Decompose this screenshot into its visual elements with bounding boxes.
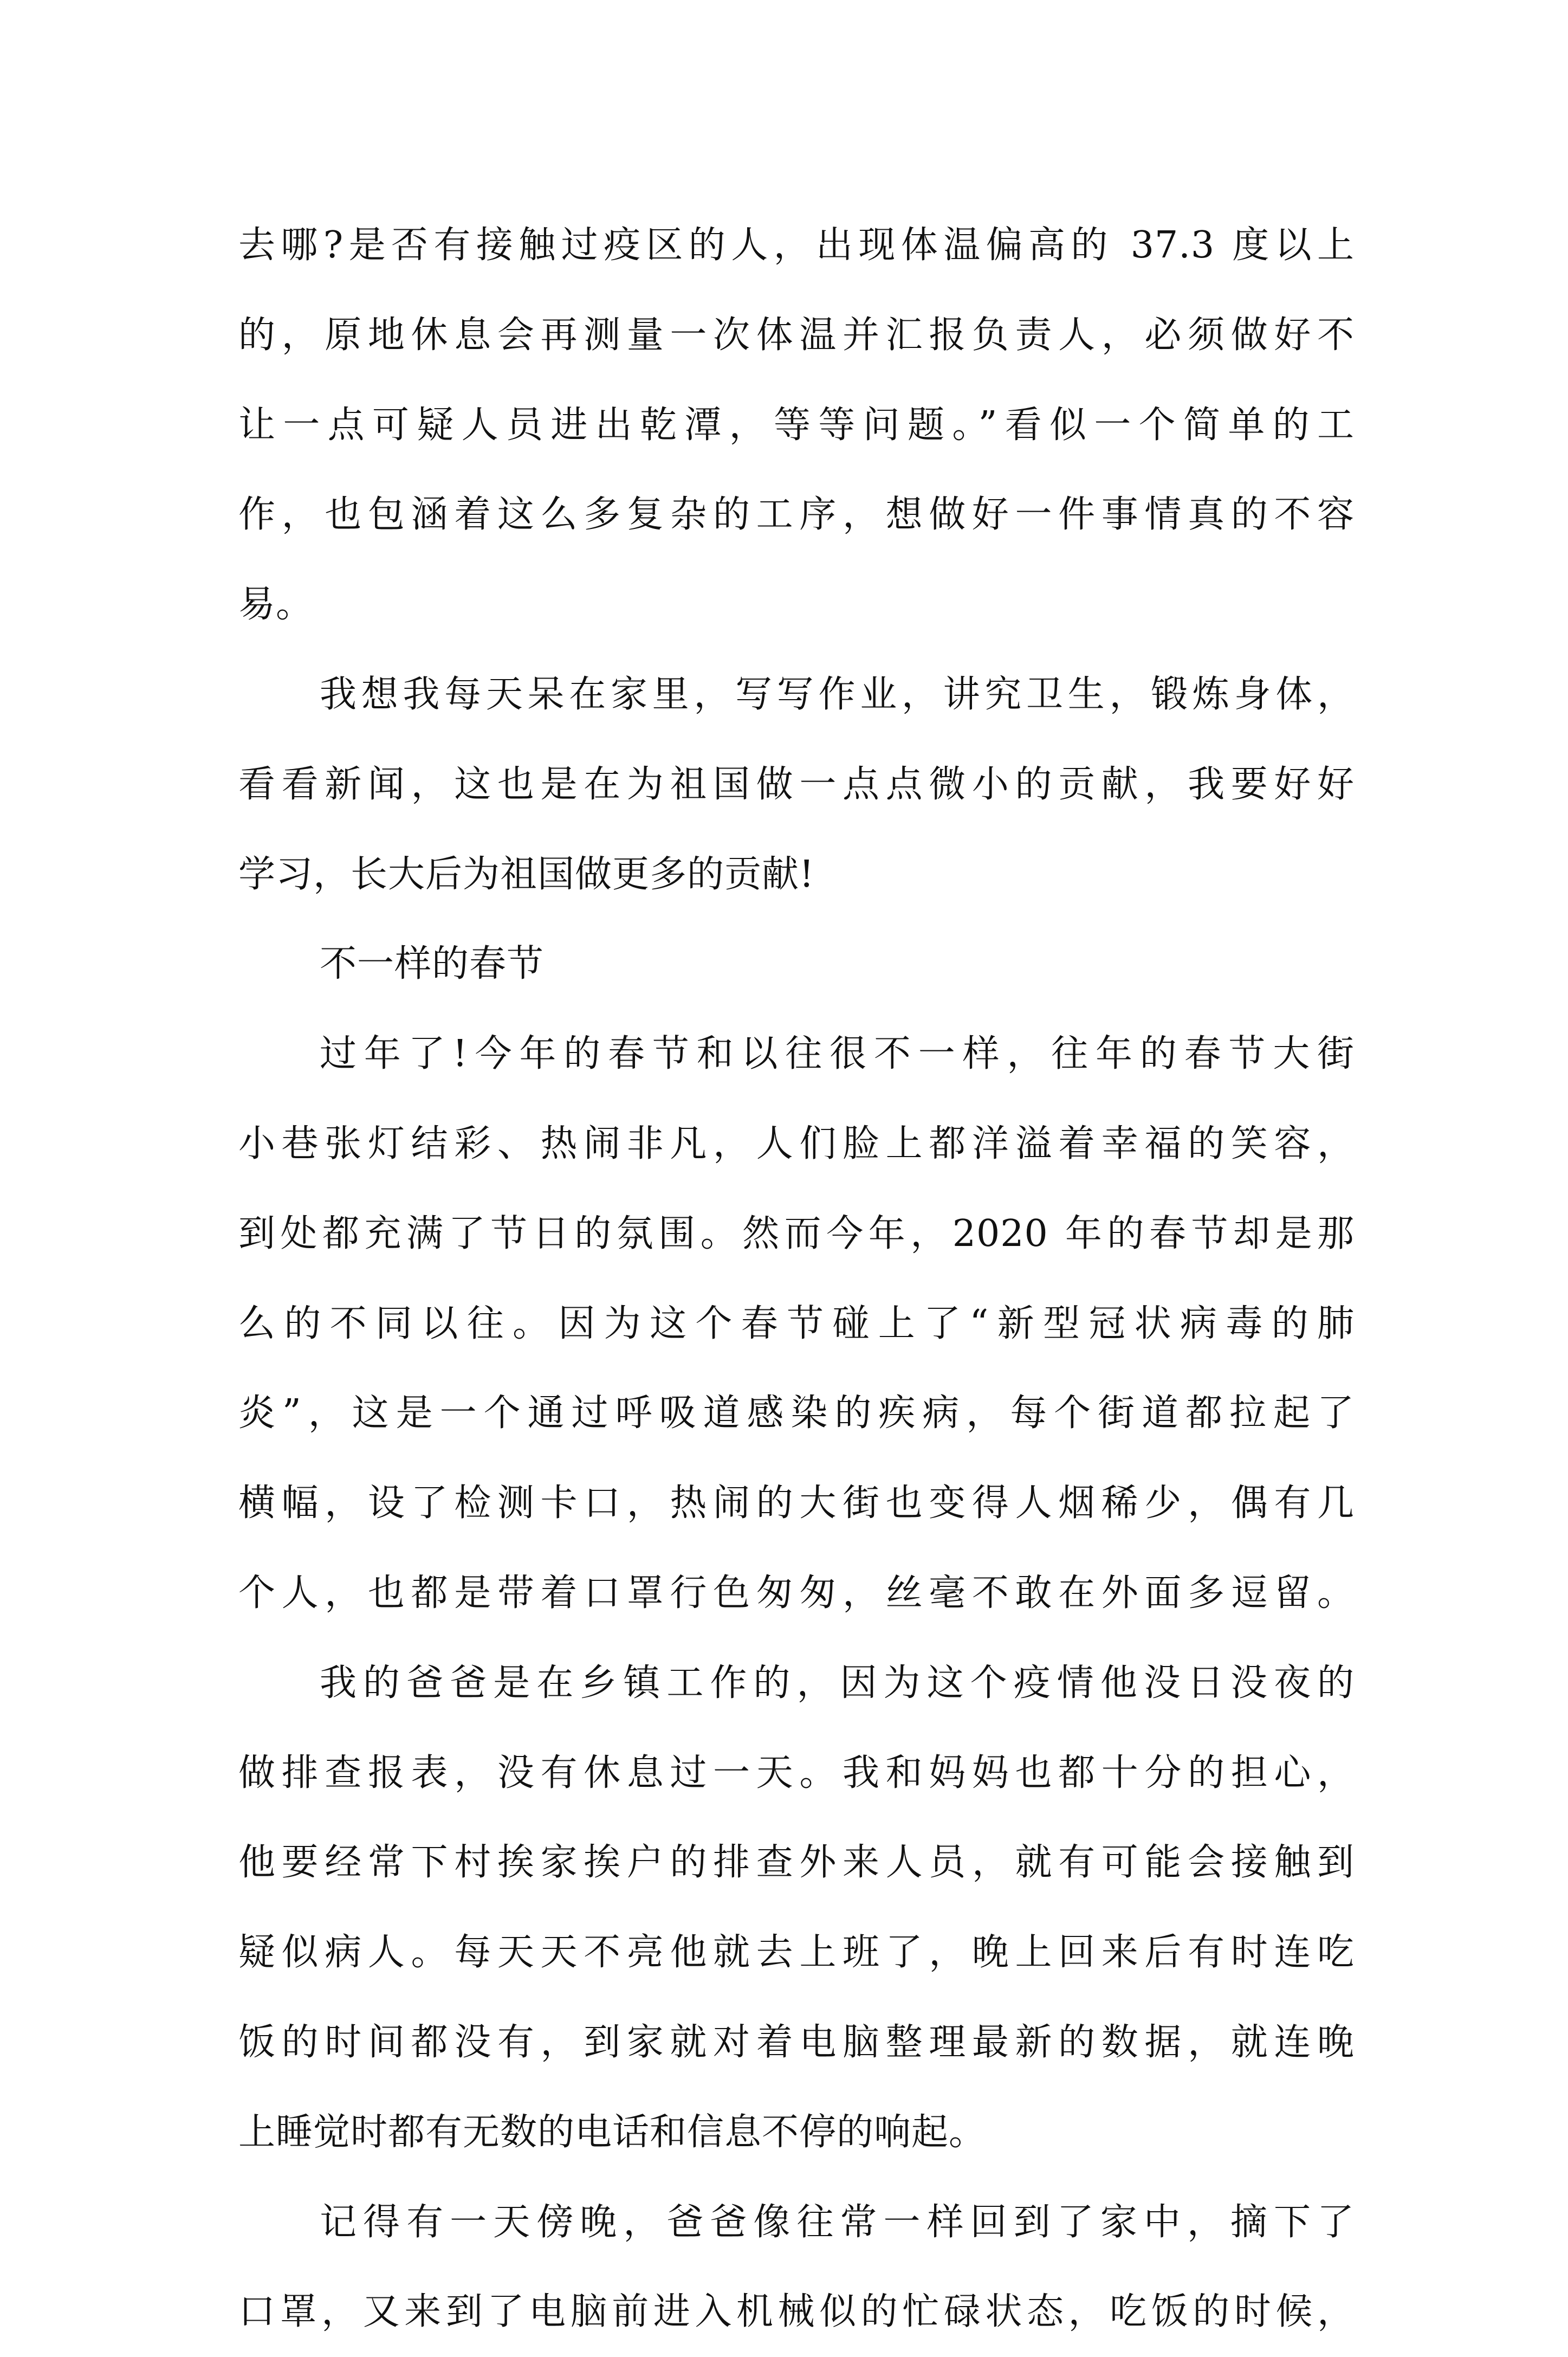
text-line: 疑似病人。每天天不亮他就去上班了，晚上回来后有时连吃 bbox=[238, 1931, 1355, 1974]
paragraph bbox=[238, 1009, 1355, 1638]
paragraph bbox=[238, 2178, 1355, 2357]
section-heading bbox=[238, 919, 1355, 1009]
text-line: 他要经常下村挨家挨户的排查外来人员，就有可能会接触到 bbox=[238, 1841, 1355, 1884]
text-line: 的，原地休息会再测量一次体温并汇报负责人，必须做好不 bbox=[238, 313, 1355, 357]
text-line: 到处都充满了节日的氛围。然而今年，2020 年的春节却是那 bbox=[238, 1212, 1355, 1255]
text-line: 作，也包涵着这么多复杂的工序，想做好一件事情真的不容 bbox=[238, 493, 1355, 537]
text-line: 小巷张灯结彩、热闹非凡，人们脸上都洋溢着幸福的笑容， bbox=[238, 1122, 1355, 1165]
text-line: 饭的时间都没有，到家就对着电脑整理最新的数据，就连晚 bbox=[238, 2020, 1355, 2064]
paragraph bbox=[238, 650, 1355, 919]
text-line: 去哪?是否有接触过疫区的人，出现体温偏高的 37.3 度以上 bbox=[238, 224, 1355, 267]
text-line: 横幅，设了检测卡口，热闹的大街也变得人烟稀少，偶有几 bbox=[238, 1482, 1355, 1525]
text-line: 么的不同以往。因为这个春节碰上了“新型冠状病毒的肺 bbox=[238, 1302, 1355, 1345]
text-line: 学习，长大后为祖国做更多的贡献! bbox=[238, 853, 815, 896]
text-line: 易。 bbox=[238, 583, 314, 627]
text-line: 炎”，这是一个通过呼吸道感染的疾病，每个街道都拉起了 bbox=[238, 1392, 1355, 1435]
text-line: 记得有一天傍晚，爸爸像往常一样回到了家中，摘下了 bbox=[320, 2200, 1355, 2244]
text-line: 过年了!今年的春节和以往很不一样，往年的春节大街 bbox=[320, 1032, 1355, 1076]
text-line: 我想我每天呆在家里，写写作业，讲究卫生，锻炼身体， bbox=[320, 673, 1355, 716]
text-line: 上睡觉时都有无数的电话和信息不停的响起。 bbox=[238, 2110, 987, 2154]
text-line: 口罩，又来到了电脑前进入机械似的忙碌状态，吃饭的时候， bbox=[238, 2290, 1355, 2334]
body-text bbox=[238, 201, 1355, 2357]
heading-line: 不一样的春节 bbox=[320, 942, 545, 986]
text-line: 做排查报表，没有休息过一天。我和妈妈也都十分的担心， bbox=[238, 1751, 1355, 1794]
paragraph bbox=[238, 201, 1355, 650]
text-line: 我的爸爸是在乡镇工作的，因为这个疫情他没日没夜的 bbox=[320, 1661, 1355, 1704]
text-line: 看看新闻，这也是在为祖国做一点点微小的贡献，我要好好 bbox=[238, 763, 1355, 806]
text-line: 让一点可疑人员进出乾潭，等等问题。”看似一个简单的工 bbox=[238, 403, 1355, 447]
text-line: 个人，也都是带着口罩行色匆匆，丝毫不敢在外面多逗留。 bbox=[238, 1571, 1355, 1615]
paragraph bbox=[238, 1638, 1355, 2178]
